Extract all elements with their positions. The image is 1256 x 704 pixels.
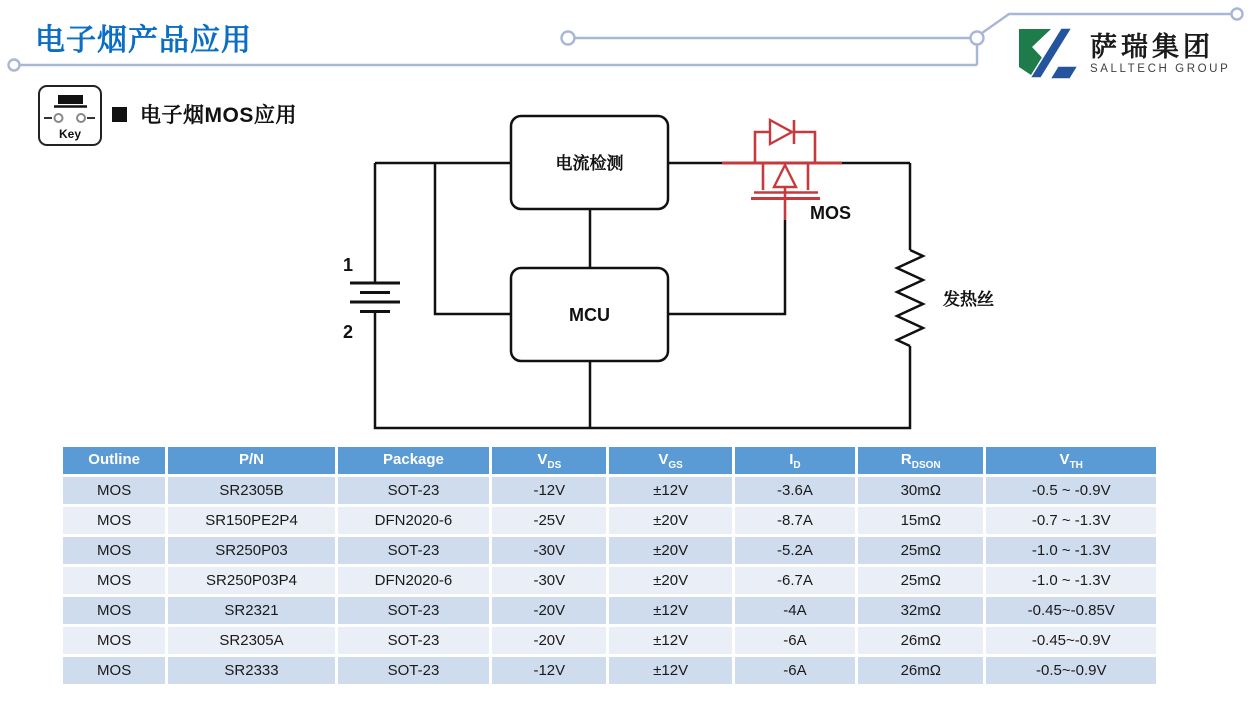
table-cell: -6A <box>735 627 855 654</box>
table-cell: SOT-23 <box>338 597 489 624</box>
heater-label: 发热丝 <box>943 290 994 309</box>
table-cell: SR2321 <box>168 597 334 624</box>
table-cell: MOS <box>63 597 165 624</box>
table-cell: SR150PE2P4 <box>168 507 334 534</box>
battery-pin-2-label: 2 <box>342 322 354 342</box>
table-cell: SOT-23 <box>338 627 489 654</box>
table-cell: -1.0 ~ -1.3V <box>986 537 1156 564</box>
table-cell: 15mΩ <box>858 507 983 534</box>
table-cell: -5.2A <box>735 537 855 564</box>
page-title: 电子烟产品应用 <box>35 24 252 57</box>
table-cell: MOS <box>63 477 165 504</box>
heater-resistor-icon <box>897 250 923 346</box>
table-cell: 26mΩ <box>858 657 983 684</box>
table-row <box>63 627 1156 654</box>
table-cell: SR2333 <box>168 657 334 684</box>
mcu-label: MCU <box>569 305 610 325</box>
col-header-pn: P/N <box>168 447 334 474</box>
table-cell: -25V <box>492 507 606 534</box>
table-cell: ±12V <box>609 477 731 504</box>
table-row <box>63 507 1156 534</box>
battery-pin-1-label: 1 <box>342 255 354 275</box>
circuit-diagram <box>330 95 1030 440</box>
table-cell: MOS <box>63 567 165 594</box>
table-cell: 26mΩ <box>858 627 983 654</box>
table-cell: ±20V <box>609 567 731 594</box>
mosfet-arrow-icon <box>774 165 796 187</box>
table-cell: -0.45~-0.85V <box>986 597 1156 624</box>
key-icon <box>38 85 102 146</box>
table-cell: DFN2020-6 <box>338 567 489 594</box>
trace-node-icon <box>971 32 984 45</box>
table-cell: 30mΩ <box>858 477 983 504</box>
table-cell: -12V <box>492 657 606 684</box>
battery-icon <box>350 283 400 312</box>
table-cell: 32mΩ <box>858 597 983 624</box>
col-header-vgs: $V_{GS}$ <box>609 447 731 474</box>
table-row <box>63 567 1156 594</box>
company-logo <box>1018 28 1230 80</box>
col-header-id: $I_D$ <box>735 447 855 474</box>
logo-company-name-cn: 萨瑞集团 <box>1090 32 1214 62</box>
table-cell: -3.6A <box>735 477 855 504</box>
table-cell: -8.7A <box>735 507 855 534</box>
col-header-vds: $V_{DS}$ <box>492 447 606 474</box>
table-row <box>63 477 1156 504</box>
table-row <box>63 597 1156 624</box>
table-cell: SR2305B <box>168 477 334 504</box>
table-cell: SR250P03 <box>168 537 334 564</box>
table-cell: -0.7 ~ -1.3V <box>986 507 1156 534</box>
table-cell: SOT-23 <box>338 657 489 684</box>
trace-node-icon <box>1232 9 1243 20</box>
table-cell: ±20V <box>609 537 731 564</box>
table-cell: MOS <box>63 627 165 654</box>
table-cell: -1.0 ~ -1.3V <box>986 567 1156 594</box>
table-cell: DFN2020-6 <box>338 507 489 534</box>
table-cell: -0.5 ~ -0.9V <box>986 477 1156 504</box>
table-cell: -30V <box>492 537 606 564</box>
col-header-vth: $V_{TH}$ <box>986 447 1156 474</box>
table-cell: -0.45~-0.9V <box>986 627 1156 654</box>
table-cell: -20V <box>492 597 606 624</box>
square-bullet-icon <box>112 107 127 122</box>
table-cell: ±20V <box>609 507 731 534</box>
table-cell: -4A <box>735 597 855 624</box>
body-diode-icon <box>770 120 792 144</box>
table-cell: -6A <box>735 657 855 684</box>
table-cell: -30V <box>492 567 606 594</box>
col-header-package: Package <box>338 447 489 474</box>
logo-mark-icon <box>1018 28 1078 80</box>
table-row <box>63 657 1156 684</box>
table-cell: -0.5~-0.9V <box>986 657 1156 684</box>
section-heading <box>112 99 297 129</box>
logo-company-name-en: SALLTECH GROUP <box>1090 63 1231 76</box>
table-cell: ±12V <box>609 597 731 624</box>
table-header-row <box>63 447 1156 474</box>
table-cell: ±12V <box>609 627 731 654</box>
table-cell: SR250P03P4 <box>168 567 334 594</box>
push-button-icon <box>41 94 99 126</box>
table-row <box>63 537 1156 564</box>
table-cell: MOS <box>63 537 165 564</box>
mos-label: MOS <box>810 203 852 223</box>
table-cell: 25mΩ <box>858 537 983 564</box>
table-cell: 25mΩ <box>858 567 983 594</box>
table-cell: MOS <box>63 657 165 684</box>
table-cell: -12V <box>492 477 606 504</box>
col-header-rdson: $R_{DSON}$ <box>858 447 983 474</box>
table-cell: SOT-23 <box>338 537 489 564</box>
trace-node-icon <box>562 32 575 45</box>
trace-node-icon <box>9 60 20 71</box>
table-cell: -6.7A <box>735 567 855 594</box>
logo-text <box>1090 28 1230 75</box>
table-cell: ±12V <box>609 657 731 684</box>
table-cell: SR2305A <box>168 627 334 654</box>
table-cell: MOS <box>63 507 165 534</box>
section-heading-text: 电子烟MOS应用 <box>140 104 297 127</box>
table-cell: SOT-23 <box>338 477 489 504</box>
current-sense-label: 电流检测 <box>555 154 624 173</box>
parts-table <box>60 444 1159 687</box>
col-header-outline: Outline <box>63 447 165 474</box>
table-cell: -20V <box>492 627 606 654</box>
key-icon-label: Key <box>58 127 81 141</box>
